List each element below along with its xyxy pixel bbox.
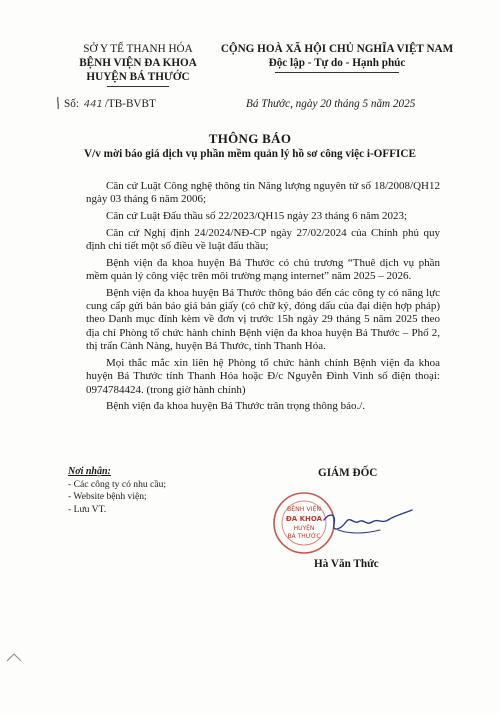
stamp-line4: BÁ THƯỚC [287, 533, 321, 540]
handwritten-tick-mark [55, 96, 61, 110]
signer-name: Hà Văn Thức [314, 558, 379, 570]
document-number-prefix: Số: [64, 98, 79, 110]
recipient-item: - Lưu VT. [68, 503, 107, 515]
org-hospital: BỆNH VIỆN ĐA KHOA [79, 57, 197, 69]
body-paragraph: Căn cứ Luật Công nghệ thông tin Năng lượng nguyên tử số 18/2008/QH12 ngày 03 tháng 6 năm 2006; [86, 180, 440, 206]
recipient-item: - Website bệnh viện; [68, 491, 147, 502]
stamp-line3: HUYỆN [293, 525, 315, 532]
handwritten-signature [320, 500, 416, 544]
document-number [64, 98, 156, 110]
motto-underline [275, 72, 399, 73]
body-paragraph: Căn cứ Nghị định 24/2024/NĐ-CP ngày 27/02/2024 của Chính phủ quy định chi tiết một số điều về luật đấu thầu; [86, 226, 440, 252]
org-district: HUYỆN BÁ THƯỚC [86, 71, 190, 83]
body-paragraph: Căn cứ Luật Đấu thầu số 22/2023/QH15 ngày 23 tháng 6 năm 2023; [106, 210, 408, 222]
country-name: CỘNG HOÀ XÃ HỘI CHỦ NGHĨA VIỆT NAM [220, 43, 454, 55]
recipients-heading: Nơi nhận: [68, 466, 111, 477]
stamp-line1: BỆNH VIỆN [287, 506, 321, 513]
document-number-suffix: /TB-BVBT [104, 98, 156, 110]
national-header [212, 42, 462, 73]
org-department: SỞ Y TẾ THANH HÓA [83, 43, 193, 55]
stamp-line2: ĐA KHOA [285, 515, 323, 523]
body-paragraph: Bệnh viện đa khoa huyện Bá Thước thông báo đến các công ty có năng lực cung cấp gửi bản báo giá bản giấy (có chữ ký, đóng dấu của đại diện hợp pháp) theo Danh mục đính kèm về đơn vị trước 15h ngày 29 tháng 5 năm 2025 theo địa chỉ Phòng tổ chức hành chính Bệnh viện đa khoa huyện Bá Thước – Phố 2, thị trấn Cành Nàng, huyện Bá Thước, tỉnh Thanh Hóa. [86, 286, 440, 353]
recipients-block [68, 466, 248, 516]
document-number-handwritten: 441 [83, 99, 103, 110]
issuing-organization [58, 42, 218, 87]
recipient-item: - Các công ty có nhu cầu; [68, 478, 167, 490]
corner-binding-mark [6, 652, 22, 662]
body-paragraph: Bệnh viện đa khoa huyện Bá Thước trân trọng thông báo./. [106, 400, 366, 413]
document-subtitle: V/v mời báo giá dịch vụ phần mềm quản lý hồ sơ công việc i-OFFICE [84, 148, 416, 160]
org-underline [107, 86, 169, 87]
signer-title: GIÁM ĐỐC [318, 467, 378, 479]
date-line: Bá Thước, ngày 20 tháng 5 năm 2025 [246, 98, 416, 110]
national-motto: Độc lập - Tự do - Hạnh phúc [268, 57, 406, 69]
document-title: THÔNG BÁO [208, 131, 292, 146]
body-paragraph: Bệnh viện đa khoa huyện Bá Thước có chủ trương “Thuê dịch vụ phần mềm quản lý công việc trên môi trường mạng internet” năm 2025 – 2026. [86, 256, 440, 282]
body-paragraph: Mọi thắc mắc xin liên hệ Phòng tổ chức hành chính Bệnh viện đa khoa huyện Bá Thước tỉnh Thanh Hóa hoặc Đ/c Nguyễn Đình Vinh số điện thoại: 0974784424. (trong giờ hành chính) [86, 356, 440, 396]
document-body [86, 180, 440, 417]
